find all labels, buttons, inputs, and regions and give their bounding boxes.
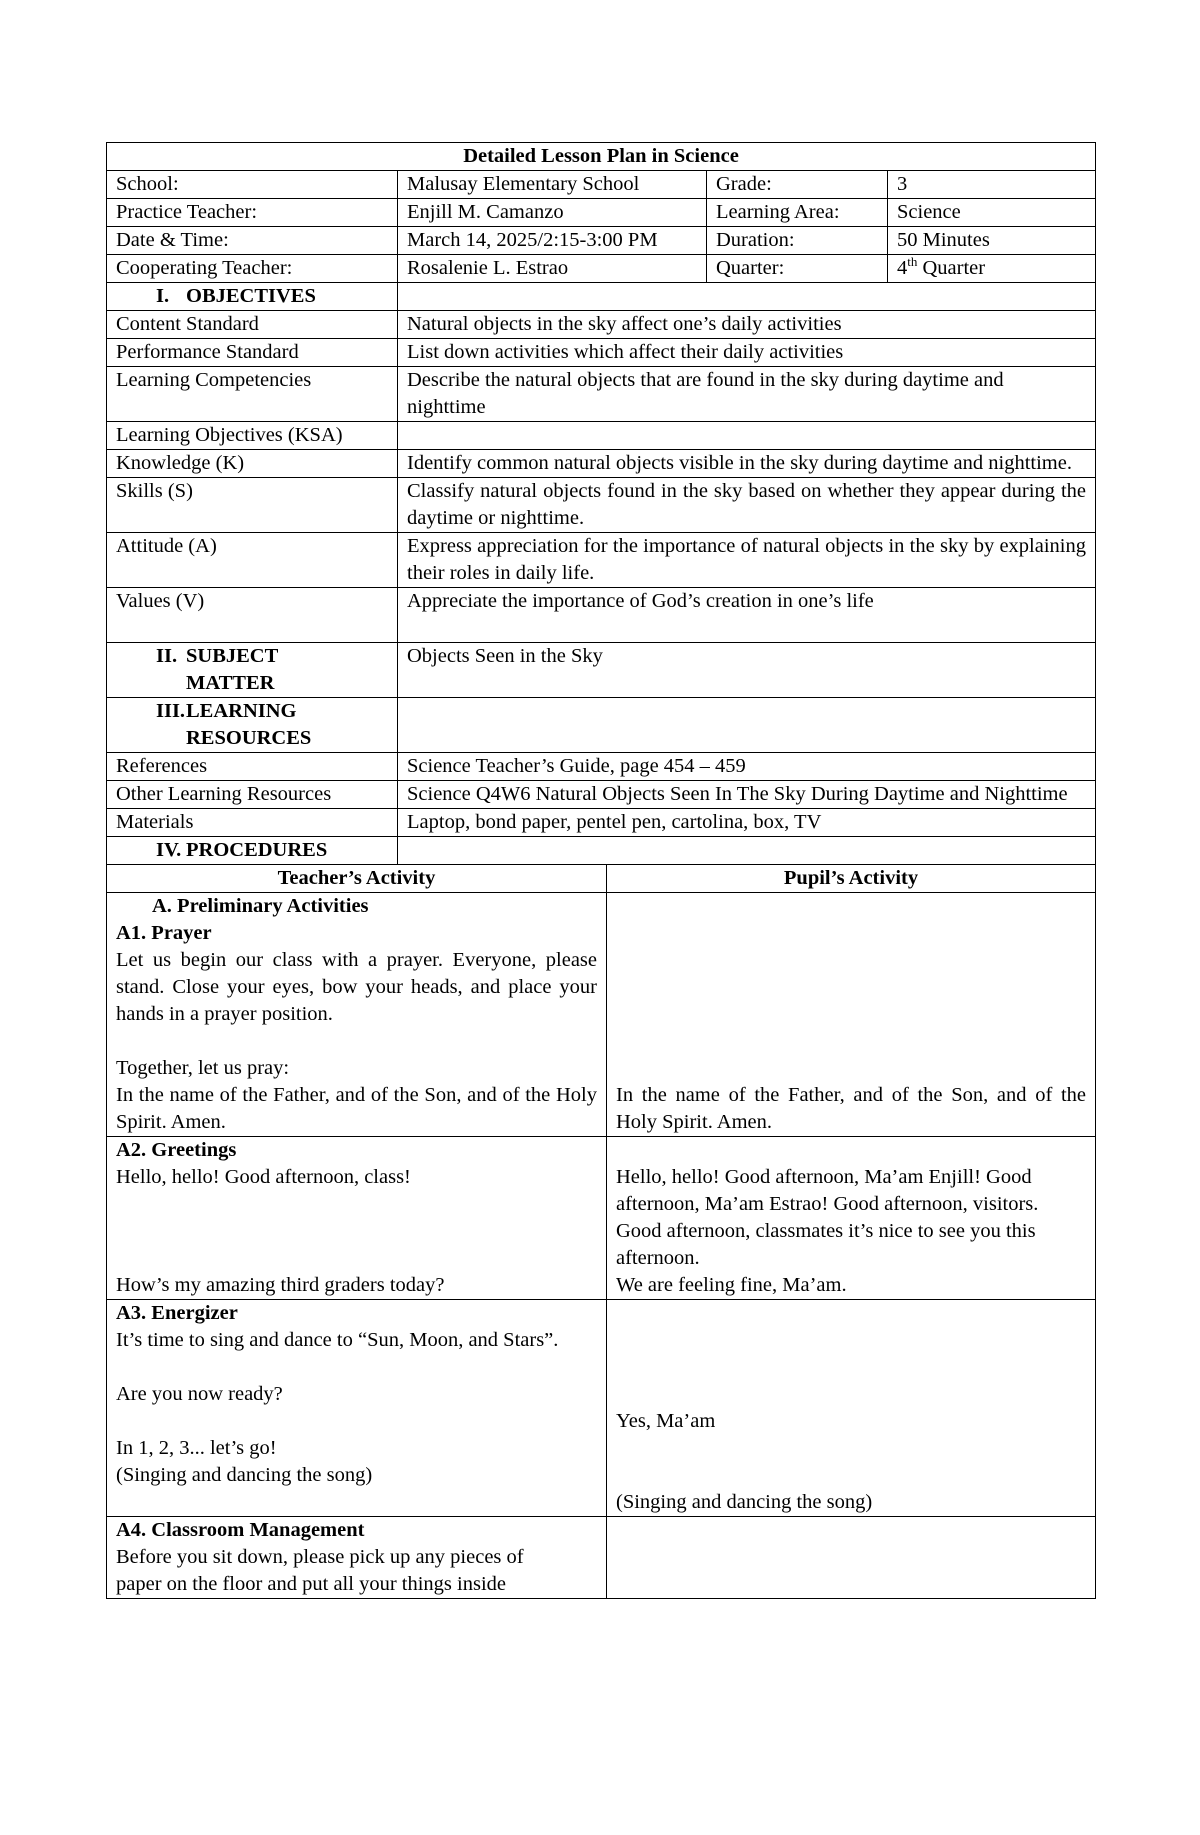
procedures-header-row <box>107 865 1096 893</box>
greetings-teacher-text-2: How’s my amazing third graders today? <box>116 1274 445 1296</box>
info-row-date <box>107 227 1096 255</box>
row-knowledge <box>107 450 1096 478</box>
preliminary-heading: A. Preliminary Activities <box>152 895 369 917</box>
knowledge-value: Identify common natural objects visible in the sky during daytime and nighttime. <box>398 450 1096 478</box>
energizer-pupil-cell <box>607 1300 1096 1517</box>
management-teacher-cell <box>107 1517 607 1599</box>
section-title: OBJECTIVES <box>186 285 316 307</box>
section-number: IV. <box>156 839 182 861</box>
row-content-standard <box>107 311 1096 339</box>
grade-value: 3 <box>888 171 1096 199</box>
teacher-value: Enjill M. Camanzo <box>398 199 707 227</box>
row-prayer <box>107 893 1096 1137</box>
date-label: Date & Time: <box>107 227 398 255</box>
row-ksa <box>107 422 1096 450</box>
competencies-label: Learning Competencies <box>107 367 398 422</box>
energizer-teacher-text-3: In 1, 2, 3... let’s go! <box>116 1437 277 1459</box>
energizer-teacher-text-4: (Singing and dancing the song) <box>116 1464 373 1486</box>
section-number: II. <box>156 645 178 667</box>
empty-cell <box>398 698 1096 753</box>
management-teacher-text-1: Before you sit down, please pick up any pieces of paper on the floor and put all your things inside <box>116 1546 524 1595</box>
date-value: March 14, 2025/2:15-3:00 PM <box>398 227 707 255</box>
management-title: A4. Classroom Management <box>116 1519 365 1541</box>
performance-standard-value: List down activities which affect their daily activities <box>398 339 1096 367</box>
section-title-line1: LEARNING <box>186 700 297 722</box>
pupil-activity-header: Pupil’s Activity <box>607 865 1096 893</box>
greetings-teacher-cell <box>107 1137 607 1300</box>
empty-cell <box>607 1517 1096 1599</box>
energizer-teacher-text-1: It’s time to sing and dance to “Sun, Moon, and Stars”. <box>116 1329 559 1351</box>
row-materials <box>107 809 1096 837</box>
empty-cell <box>398 283 1096 311</box>
energizer-pupil-text-1: Yes, Ma’am <box>616 1410 716 1432</box>
section-number: III. <box>156 700 186 722</box>
greetings-pupil-cell <box>607 1137 1096 1300</box>
other-resources-label: Other Learning Resources <box>107 781 398 809</box>
row-performance-standard <box>107 339 1096 367</box>
area-value: Science <box>888 199 1096 227</box>
skills-label: Skills (S) <box>107 478 398 533</box>
performance-standard-label: Performance Standard <box>107 339 398 367</box>
info-row-school <box>107 171 1096 199</box>
row-energizer <box>107 1300 1096 1517</box>
values-label: Values (V) <box>107 588 398 643</box>
section-subject-matter <box>107 643 1096 698</box>
coop-value: Rosalenie L. Estrao <box>398 255 707 283</box>
quarter-number: 4 <box>897 257 908 279</box>
school-value: Malusay Elementary School <box>398 171 707 199</box>
attitude-label: Attitude (A) <box>107 533 398 588</box>
section-subject-heading <box>107 643 398 698</box>
other-resources-value: Science Q4W6 Natural Objects Seen In The Sky During Daytime and Nighttime <box>398 781 1096 809</box>
content-standard-label: Content Standard <box>107 311 398 339</box>
materials-label: Materials <box>107 809 398 837</box>
references-value: Science Teacher’s Guide, page 454 – 459 <box>398 753 1096 781</box>
prayer-teacher-text-2: Together, let us pray: <box>116 1057 290 1079</box>
prayer-pupil-cell <box>607 893 1096 1137</box>
teacher-label: Practice Teacher: <box>107 199 398 227</box>
duration-value: 50 Minutes <box>888 227 1096 255</box>
coop-label: Cooperating Teacher: <box>107 255 398 283</box>
energizer-title: A3. Energizer <box>116 1302 238 1324</box>
prayer-teacher-text-3: In the name of the Father, and of the Son, and of the Holy Spirit. Amen. <box>116 1084 597 1133</box>
section-procedures-heading <box>107 837 398 865</box>
duration-label: Duration: <box>707 227 888 255</box>
energizer-pupil-text-2: (Singing and dancing the song) <box>616 1491 873 1513</box>
quarter-suffix: th <box>907 254 918 270</box>
lesson-plan-table <box>106 142 1096 1599</box>
row-competencies <box>107 367 1096 422</box>
document-title: Detailed Lesson Plan in Science <box>107 143 1096 171</box>
references-label: References <box>107 753 398 781</box>
greetings-pupil-text-2: We are feeling fine, Ma’am. <box>616 1274 847 1296</box>
values-value: Appreciate the importance of God’s creation in one’s life <box>398 588 1096 643</box>
energizer-teacher-cell <box>107 1300 607 1517</box>
row-references <box>107 753 1096 781</box>
attitude-value: Express appreciation for the importance of natural objects in the sky by explaining their roles in daily life. <box>398 533 1096 588</box>
skills-value: Classify natural objects found in the sky based on whether they appear during the daytime or nighttime. <box>398 478 1096 533</box>
section-resources-heading <box>107 698 398 753</box>
section-title-line1: SUBJECT <box>186 645 279 667</box>
grade-label: Grade: <box>707 171 888 199</box>
greetings-pupil-text-1: Hello, hello! Good afternoon, Ma’am Enjill! Good afternoon, Ma’am Estrao! Good afternoon, visitors. Good afternoon, classmates it’s nice to see you this afternoon. <box>616 1166 1039 1269</box>
info-row-teacher <box>107 199 1096 227</box>
prayer-teacher-cell <box>107 893 607 1137</box>
greetings-teacher-text-1: Hello, hello! Good afternoon, class! <box>116 1166 411 1188</box>
competencies-value: Describe the natural objects that are found in the sky during daytime and nighttime <box>398 367 1096 422</box>
empty-cell <box>398 837 1096 865</box>
prayer-teacher-text-1: Let us begin our class with a prayer. Everyone, please stand. Close your eyes, bow your heads, and place your hands in a prayer position. <box>116 949 597 1025</box>
energizer-teacher-text-2: Are you now ready? <box>116 1383 283 1405</box>
section-objectives <box>107 283 1096 311</box>
section-objectives-heading <box>107 283 398 311</box>
quarter-word: Quarter <box>917 257 986 279</box>
area-label: Learning Area: <box>707 199 888 227</box>
info-row-coop <box>107 255 1096 283</box>
row-greetings <box>107 1137 1096 1300</box>
quarter-label: Quarter: <box>707 255 888 283</box>
content-standard-value: Natural objects in the sky affect one’s daily activities <box>398 311 1096 339</box>
knowledge-label: Knowledge (K) <box>107 450 398 478</box>
section-number: I. <box>156 285 170 307</box>
section-learning-resources <box>107 698 1096 753</box>
school-label: School: <box>107 171 398 199</box>
section-title: PROCEDURES <box>186 839 328 861</box>
greetings-title: A2. Greetings <box>116 1139 237 1161</box>
prayer-title: A1. Prayer <box>116 922 212 944</box>
title-row <box>107 143 1096 171</box>
row-skills <box>107 478 1096 533</box>
section-title-line2: MATTER <box>186 672 275 694</box>
row-classroom-management <box>107 1517 1096 1599</box>
section-title-line2: RESOURCES <box>186 727 312 749</box>
empty-cell <box>398 422 1096 450</box>
quarter-value <box>888 255 1096 283</box>
row-values <box>107 588 1096 643</box>
subject-matter-value: Objects Seen in the Sky <box>398 643 1096 698</box>
section-procedures <box>107 837 1096 865</box>
teacher-activity-header: Teacher’s Activity <box>107 865 607 893</box>
prayer-pupil-text-1: In the name of the Father, and of the Son, and of the Holy Spirit. Amen. <box>616 1084 1086 1133</box>
ksa-label: Learning Objectives (KSA) <box>107 422 398 450</box>
materials-value: Laptop, bond paper, pentel pen, cartolina, box, TV <box>398 809 1096 837</box>
row-attitude <box>107 533 1096 588</box>
row-other-resources <box>107 781 1096 809</box>
